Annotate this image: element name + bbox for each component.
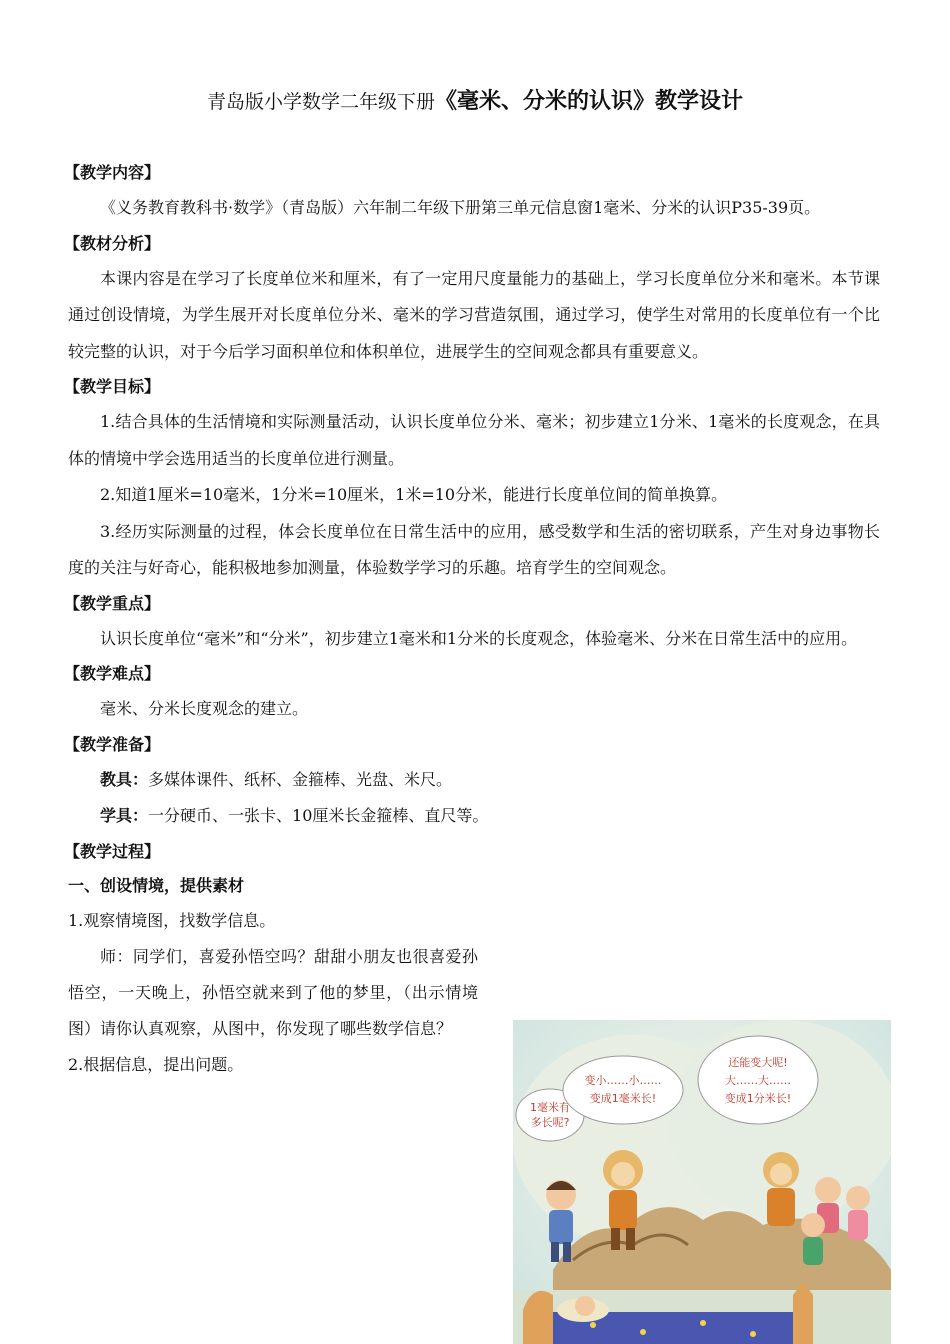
prep-student-label: 学具： [100,806,149,825]
bubble-left-line2: 多长呢? [530,1116,570,1129]
bed-scene [513,1282,891,1344]
step2-text: 2.根据信息，提出问题。 [68,1054,244,1074]
heading-difficulty: 【教学难点】 [64,664,161,683]
process-left-column [68,869,478,1083]
goal-item-2: 2.知道1厘米=10毫米，1分米=10厘米，1米=10分米，能进行长度单位间的简单换算。 [100,485,728,504]
title-main: 《毫米、分米的认识》教学设计 [435,88,744,114]
prep-student-text: 一分硬币、一张卡、10厘米长金箍棒、直尺等。 [148,806,489,825]
part1-title: 一、创设情境，提供素材 [68,875,245,895]
analysis-text: 本课内容是在学习了长度单位米和厘米，有了一定用尺度量能力的基础上，学习长度单位分米和毫米。本节课通过创设情境，为学生展开对长度单位分米、毫米的学习营造氛围，通过学习，使学生对常用的长度单位有一个比较完整的认识，对于今后学习面积单位和体积单位，进展学生的空间观念都具有重要意义。 [68,268,880,361]
bubble-mid-line1: 变小……小…… [584,1074,662,1087]
prep-student [68,798,880,835]
title-prefix: 青岛版小学数学二年级下册 [206,91,435,113]
bubble-right-line3: 变成1分米长! [724,1092,792,1105]
bubble-mid-line2: 变成1毫米长! [589,1092,657,1105]
bubble-right-line1: 还能变大呢! [728,1056,788,1069]
teacher-speech: 师：同学们，喜爱孙悟空吗？甜甜小朋友也很喜爱孙悟空，一天晚上，孙悟空就来到了他的梦里，（出示情境图）请你认真观察，从图中，你发现了哪些数学信息？ [68,946,478,1038]
bubble-left-line1: 1毫米有 [530,1101,570,1114]
heading-process: 【教学过程】 [64,841,161,861]
heading-analysis: 【教材分析】 [64,233,161,253]
heading-key: 【教学重点】 [64,593,161,613]
scene-illustration [513,1020,891,1344]
content-text: 《义务教育教科书·数学》（青岛版）六年制二年级下册第三单元信息窗1毫米、分米的认识P35-39页。 [100,198,821,217]
difficulty-text: 毫米、分米长度观念的建立。 [100,699,309,718]
bubble-right-line2: 大……大…… [725,1074,791,1087]
goal-item-1: 1.结合具体的生活情境和实际测量活动，认识长度单位分米、毫米；初步建立1分米、1毫米的长度观念，在具体的情境中学会选用适当的长度单位进行测量。 [68,412,880,468]
scene-illustration-svg [513,1020,891,1344]
heading-goals: 【教学目标】 [64,377,161,396]
goal-item-3: 3.经历实际测量的过程，体会长度单位在日常生活中的应用，感受数学和生活的密切联系，产生对身边事物长度的关注与好奇心，能积极地参加测量，体验数学学习的乐趣。培育学生的空间观念。 [68,521,880,577]
heading-content: 【教学内容】 [64,163,161,182]
prep-teacher-label: 教具： [100,769,149,789]
prep-teacher [68,762,880,799]
speech-bubble-middle [563,1056,683,1124]
document-body [64,156,880,1083]
heading-prep: 【教学准备】 [64,734,161,754]
step1-text: 1.观察情境图，找数学信息。 [68,910,276,930]
document-title [0,84,950,119]
key-text: 认识长度单位“毫米”和“分米”，初步建立1毫米和1分米的长度观念，体验毫米、分米在日常生活中的应用。 [100,628,858,648]
prep-teacher-text: 多媒体课件、纸杯、金箍棒、光盘、米尺。 [148,769,453,789]
